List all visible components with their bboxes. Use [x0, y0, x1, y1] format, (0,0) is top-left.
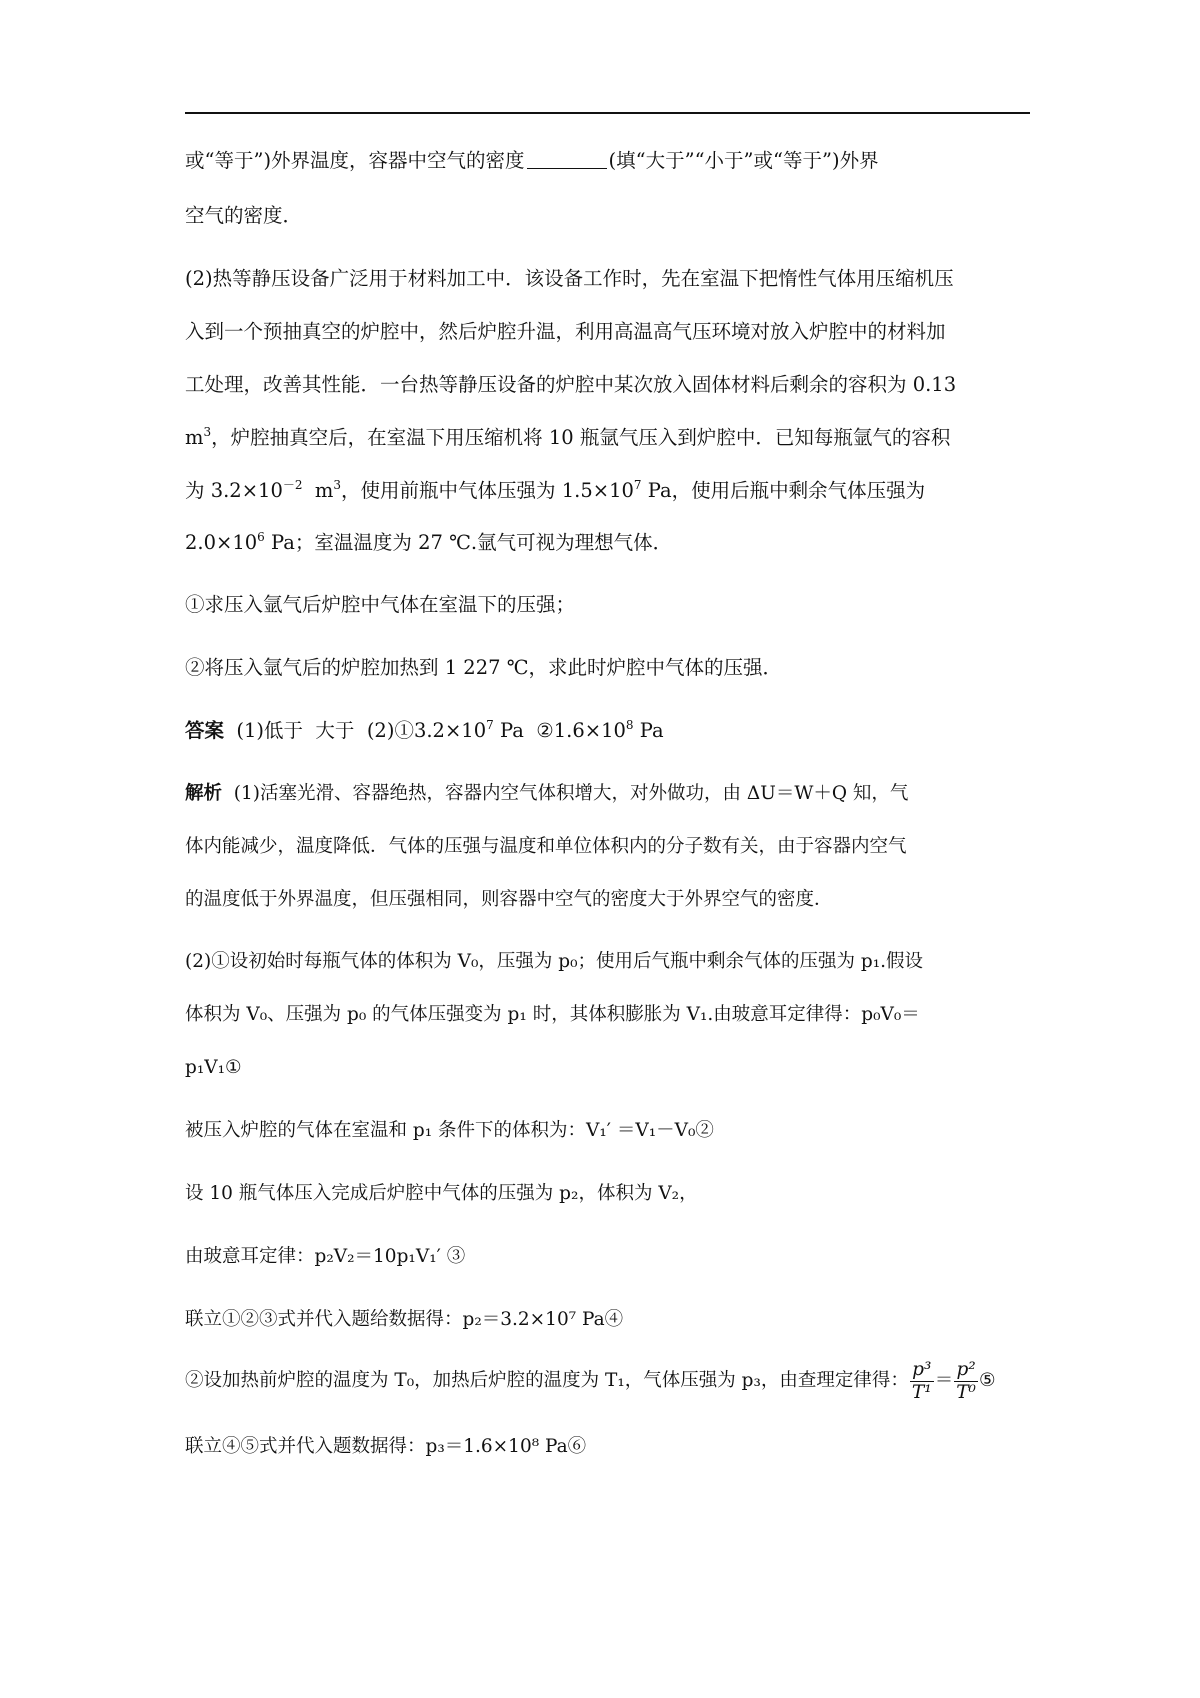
- header-rule: [185, 112, 1030, 114]
- answer-line: 答案 (1)低于 大于 $(2)①3.2\times 10^7$ Pa $②1.6\times 10^8$ Pa: [185, 718, 664, 742]
- question-2-line: $m^3$，炉腔抽真空后，在室温下用压缩机将 10 瓶氩气压入到炉腔中．已知每瓶氩气的容积: [185, 425, 951, 449]
- answer-blank: [527, 150, 607, 169]
- analysis-line: 设 10 瓶气体压入完成后炉腔中气体的压强为 p₂，体积为 V₂，: [185, 1183, 698, 1204]
- question-2-line: 工处理，改善其性能．一台热等静压设备的炉腔中某次放入固体材料后剩余的容积为 0.13: [185, 373, 957, 396]
- analysis-line: 联立④⑤式并代入题数据得：p₃＝1.6×10⁸ Pa⑥: [185, 1436, 587, 1457]
- sub-question-2: ②将压入氩气后的炉腔加热到 1 227 ℃，求此时炉腔中气体的压强．: [185, 656, 783, 679]
- question-2-line: 为 $3.2\times 10^{-2}$ $m^3$，使用前瓶中气体压强为 $1.5\times 10^7$ Pa，使用后瓶中剩余气体压强为: [185, 478, 926, 502]
- analysis-line: 解析 (1)活塞光滑、容器绝热，容器内空气体积增大，对外做功，由 ΔU＝W＋Q 知，气: [185, 783, 909, 804]
- analysis-line: 体积为 V₀、压强为 p₀ 的气体压强变为 p₁ 时，其体积膨胀为 V₁.由玻意耳定律得：p₀V₀＝: [185, 1004, 920, 1025]
- fraction: $\frac{\text{p³}}{\text{T¹}}$: [911, 1358, 932, 1403]
- analysis-label: 解析: [185, 783, 223, 804]
- analysis-line: 的温度低于外界温度，但压强相同，则容器中空气的密度大于外界空气的密度．: [185, 889, 833, 910]
- analysis-line: p₁V₁①: [185, 1057, 242, 1078]
- sub-question-1: ①求压入氩气后炉腔中气体在室温下的压强；: [185, 593, 576, 616]
- question-2-line: (2)热等静压设备广泛用于材料加工中．该设备工作时，先在室温下把惰性气体用压缩机压: [185, 267, 954, 290]
- fraction: $\frac{\text{p²}}{\text{T⁰}}$: [956, 1358, 976, 1403]
- text-line: 空气的密度．: [185, 204, 303, 227]
- answer-label: 答案: [185, 719, 225, 742]
- analysis-line: 由玻意耳定律：p₂V₂＝10p₁V₁′ ③: [185, 1246, 466, 1267]
- analysis-line: 联立①②③式并代入题给数据得：p₂＝3.2×10⁷ Pa④: [185, 1309, 624, 1330]
- question-2-line: $2.0\times 10^6$ Pa；室温温度为 27 ℃.氩气可视为理想气体．: [185, 530, 673, 554]
- question-2-line: 入到一个预抽真空的炉腔中，然后炉腔升温，利用高温高气压环境对放入炉腔中的材料加: [185, 320, 946, 343]
- analysis-line: ②设加热前炉腔的温度为 T₀，加热后炉腔的温度为 T₁，气体压强为 p₃，由查理定律得： $\frac{\text{p³}}{\text{T¹}}$ ＝ $\frac{\text{p²}}{\text{T⁰}}$ ⑤: [185, 1358, 996, 1403]
- text-line: 或“等于”)外界温度，容器中空气的密度 (填“大于”“小于”或“等于”)外界: [185, 149, 879, 172]
- analysis-line: 被压入炉腔的气体在室温和 p₁ 条件下的体积为：V₁′ ＝V₁－V₀②: [185, 1120, 714, 1141]
- analysis-line: (2)①设初始时每瓶气体的体积为 V₀，压强为 p₀；使用后气瓶中剩余气体的压强为 p₁.假设: [185, 951, 924, 972]
- analysis-line: 体内能减少，温度降低．气体的压强与温度和单位体积内的分子数有关，由于容器内空气: [185, 836, 907, 857]
